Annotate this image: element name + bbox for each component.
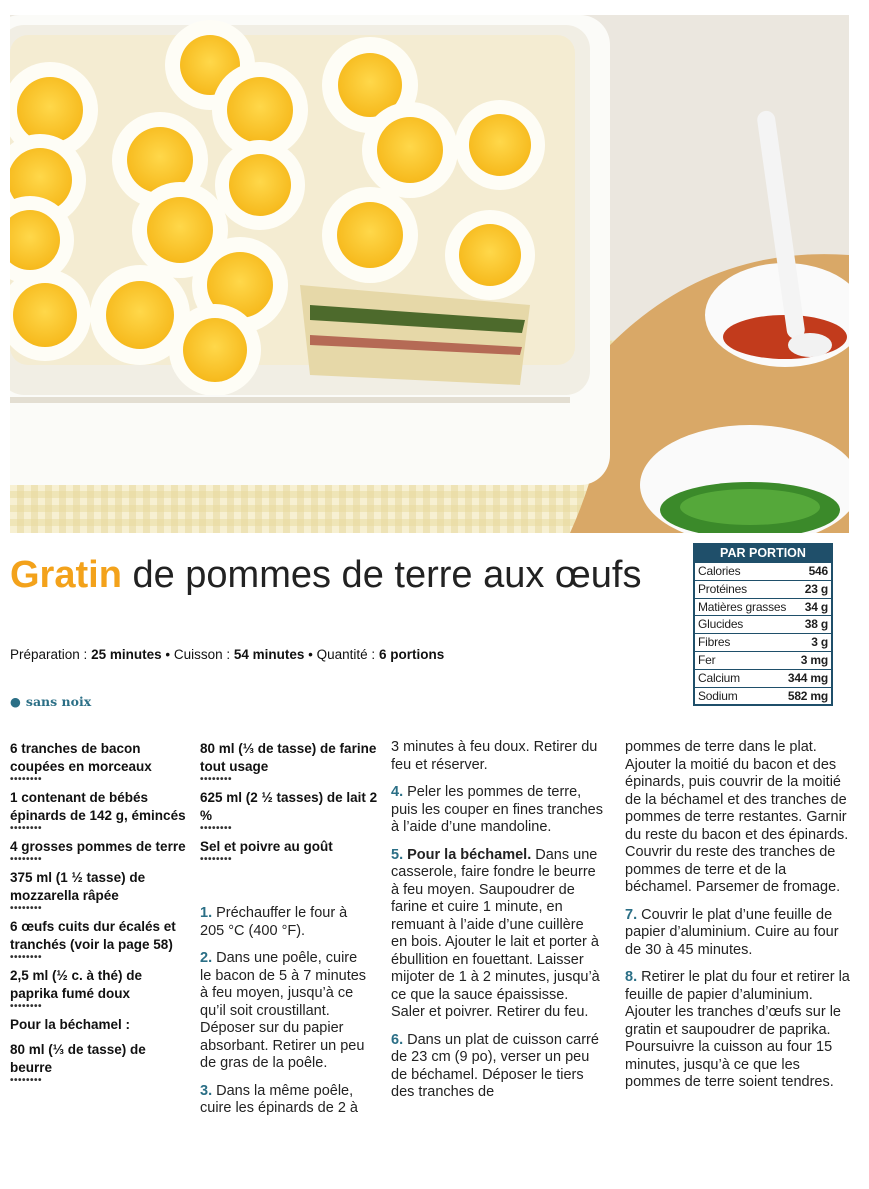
step-6-cont: pommes de terre dans le plat. Ajouter la moitié du bacon et des épinards, puis couvrir de la moitié de la béchamel et des tranches de pommes de terre restantes. Garnir du reste du bacon et des épinards. Couvrir du reste des tranches de pommes de terre et de la béchamel. Parsemer de fromage. bbox=[625, 739, 849, 895]
step-3 bbox=[200, 1083, 372, 1118]
separator-dots: •••••••• bbox=[10, 774, 43, 785]
step-6 bbox=[391, 1032, 603, 1102]
step-number: 3. bbox=[200, 1082, 213, 1099]
separator-dots: •••••••• bbox=[10, 1075, 43, 1086]
step-number: 2. bbox=[200, 950, 213, 966]
ingredient-item bbox=[10, 740, 190, 783]
step-text: Dans la même poêle, cuire les épinards de 2 à bbox=[200, 1082, 358, 1116]
ingredient-item bbox=[10, 869, 190, 912]
prep-value: 25 minutes bbox=[91, 647, 162, 662]
cook-label: Cuisson : bbox=[173, 647, 231, 662]
nutrition-label: Protéines bbox=[698, 581, 747, 596]
ingredient-text: 625 ml (2 ½ tasses) de lait 2 % bbox=[200, 790, 378, 823]
separator-dots: •••••••• bbox=[10, 903, 43, 914]
steps-column-3 bbox=[625, 739, 850, 1102]
ingredient-text: 375 ml (1 ½ tasse) de mozzarella râpée bbox=[10, 870, 146, 903]
nutrition-value: 34 g bbox=[804, 599, 828, 614]
separator-dots: •••••••• bbox=[200, 854, 233, 865]
step-number: 7. bbox=[625, 906, 638, 923]
nutrition-header: PAR PORTION bbox=[695, 545, 831, 562]
nutrition-row bbox=[695, 687, 831, 705]
step-text: Préchauffer le four à 205 °C (400 °F). bbox=[200, 905, 348, 939]
nutrition-value: 546 bbox=[808, 564, 828, 578]
step-text: Dans une poêle, cuire le bacon de 5 à 7 minutes à feu moyen, jusqu’à ce qu’il soit croustillant. Déposer sur du papier absorbant. Retirer un peu de gras de la poêle. bbox=[200, 950, 367, 1071]
title-accent: Gratin bbox=[10, 554, 122, 596]
ingredient-text: 6 tranches de bacon coupées en morceaux bbox=[10, 741, 152, 774]
bechamel-heading: Pour la béchamel : bbox=[10, 1017, 131, 1032]
ingredients-column-1 bbox=[10, 740, 190, 1090]
nutrition-label: Glucides bbox=[698, 617, 744, 632]
step-number: 1. bbox=[200, 905, 213, 921]
nutrition-label: Calcium bbox=[698, 670, 740, 685]
nutrition-value: 582 mg bbox=[787, 688, 828, 703]
step-text: Dans une casserole, faire fondre le beurre à feu moyen. Saupoudrer de farine et cuire 1 minute, en remuant à l’aide d’une cuillère en bois. Ajouter le lait et porter à ébullition en fouettant. Laisser mijoter de 1 à 2 minutes, jusqu’à ce que la sauce épaississe. Saler et poivrer. Retirer du feu. bbox=[391, 846, 600, 1020]
step-text: Couvrir le plat d’une feuille de papier d’aluminium. Cuire au four de 30 à 45 minutes. bbox=[625, 906, 839, 958]
ingredient-item bbox=[10, 1041, 190, 1084]
steps-column-2 bbox=[391, 739, 603, 1112]
nutrition-label: Fibres bbox=[698, 635, 731, 650]
recipe-title bbox=[10, 556, 670, 594]
step-number: 5. bbox=[391, 846, 404, 863]
cook-value: 54 minutes bbox=[233, 647, 305, 662]
qty-value: 6 portions bbox=[378, 647, 445, 662]
nutrition-row bbox=[695, 669, 831, 687]
ingredient-item bbox=[10, 918, 190, 961]
separator-dots: •••••••• bbox=[10, 854, 43, 865]
title-rest: de pommes de terre aux œufs bbox=[121, 554, 642, 596]
step-1 bbox=[200, 905, 372, 940]
ingredient-text: 80 ml (⅓ de tasse) de beurre bbox=[10, 1042, 146, 1075]
recipe-meta: Préparation : 25 minutes • Cuisson : 54 minutes • Quantité : 6 portions bbox=[10, 647, 445, 662]
step-number: 8. bbox=[625, 969, 638, 985]
ingredient-item bbox=[200, 740, 380, 783]
nutrition-label: Fer bbox=[698, 652, 716, 667]
nutrition-row bbox=[695, 651, 831, 669]
nutrition-label: Sodium bbox=[698, 688, 738, 703]
nutrition-value: 3 mg bbox=[800, 652, 828, 667]
step-number: 4. bbox=[391, 784, 404, 800]
nutrition-box bbox=[693, 543, 833, 706]
nutrition-value: 23 g bbox=[804, 581, 828, 596]
step-text: Retirer le plat du four et retirer la feuille de papier d’aluminium. Ajouter les tranches d’œufs sur le gratin et saupoudrer de paprika. Poursuivre la cuisson au four 15 minutes, jusqu’à ce que les pommes de terre soient tendres. bbox=[625, 969, 850, 1090]
diet-tag-label: sans noix bbox=[25, 694, 92, 709]
ingredient-item bbox=[10, 838, 190, 863]
step-number: 6. bbox=[391, 1031, 404, 1048]
ingredient-text: 6 œufs cuits dur écalés et tranchés (voir la page 58) bbox=[10, 919, 176, 952]
nutrition-label: Matières grasses bbox=[698, 599, 787, 614]
nutrition-row bbox=[695, 598, 831, 616]
separator-dots: •••••••• bbox=[10, 952, 43, 963]
prep-label: Préparation : bbox=[10, 647, 88, 662]
nutrition-row bbox=[695, 580, 831, 598]
ingredients-column-2 bbox=[200, 740, 380, 869]
step-2 bbox=[200, 950, 372, 1073]
steps-column-1 bbox=[200, 905, 372, 1128]
nutrition-row bbox=[695, 633, 831, 651]
diet-tag bbox=[10, 694, 91, 709]
recipe-photo bbox=[10, 15, 849, 533]
step-subtitle: Pour la béchamel. bbox=[403, 846, 532, 863]
step-4 bbox=[391, 784, 603, 837]
ingredient-item bbox=[200, 789, 380, 832]
ingredient-text: 4 grosses pommes de terre bbox=[10, 839, 186, 854]
nutrition-row bbox=[695, 562, 831, 580]
ingredient-text: Sel et poivre au goût bbox=[200, 839, 333, 854]
ingredient-text: 1 contenant de bébés épinards de 142 g, émincés bbox=[10, 790, 186, 823]
step-5 bbox=[391, 847, 603, 1022]
separator-dots: •••••••• bbox=[200, 823, 233, 834]
bullet-icon: ● bbox=[10, 694, 21, 709]
step-7 bbox=[625, 907, 850, 960]
ingredient-text: 2,5 ml (½ c. à thé) de paprika fumé doux bbox=[10, 968, 143, 1001]
nutrition-value: 3 g bbox=[811, 635, 828, 650]
step-8 bbox=[625, 969, 850, 1092]
ingredient-text: 80 ml (⅓ de tasse) de farine tout usage bbox=[200, 741, 377, 774]
step-3-cont: 3 minutes à feu doux. Retirer du feu et réserver. bbox=[391, 739, 598, 773]
qty-label: Quantité : bbox=[316, 647, 376, 662]
separator-dots: •••••••• bbox=[10, 1001, 43, 1012]
separator-dots: •••••••• bbox=[10, 823, 43, 834]
nutrition-label: Calories bbox=[698, 564, 741, 578]
ingredient-item bbox=[200, 838, 380, 863]
step-text: Dans un plat de cuisson carré de 23 cm (9 po), verser un peu de béchamel. Déposer le tiers des tranches de bbox=[391, 1031, 599, 1100]
nutrition-row bbox=[695, 615, 831, 633]
ingredient-item bbox=[10, 967, 190, 1010]
separator-dots: •••••••• bbox=[200, 774, 233, 785]
nutrition-value: 344 mg bbox=[787, 670, 828, 685]
nutrition-value: 38 g bbox=[804, 617, 828, 632]
ingredient-item bbox=[10, 789, 190, 832]
step-text: Peler les pommes de terre, puis les couper en fines tranches à l’aide d’une mandoline. bbox=[391, 784, 603, 835]
